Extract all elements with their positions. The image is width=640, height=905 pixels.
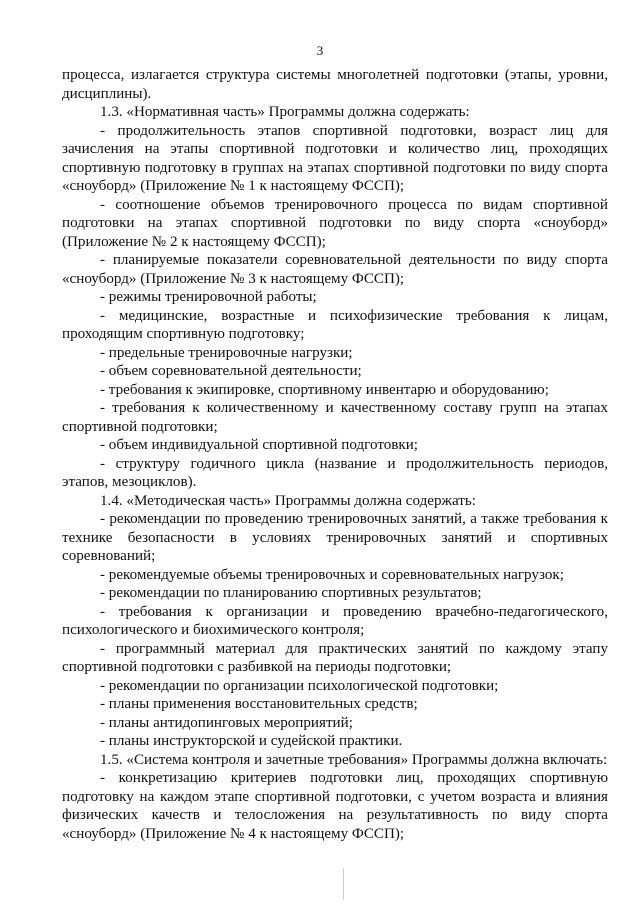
list-item: - объем соревновательной деятельности;: [100, 363, 362, 379]
section-heading-1-4: 1.4. «Методическая часть» Программы должна содержать:: [100, 492, 476, 509]
list-item: - медицинские, возрастные и психофизические требования к лицам, проходящим спортивную подготовку;: [62, 307, 608, 342]
list-item: - планируемые показатели соревновательной деятельности по виду спорта «сноуборд» (Приложение № 3 к настоящему ФССП);: [62, 252, 608, 287]
list-item: - программный материал для практических занятий по каждому этапу спортивной подготовки с разбивкой на периоды подготовки;: [62, 640, 608, 675]
list-item: - рекомендации по организации психологической подготовки;: [100, 677, 499, 694]
page-number: 3: [316, 43, 324, 58]
list-item: - конкретизацию критериев подготовки лиц, проходящих спортивную подготовку на каждом этапе спортивной подготовки, с учетом возраста и влияния физических качеств и телосложения на результативность по виду спорта «сноуборд» (Приложение № 4 к настоящему ФССП);: [62, 770, 608, 842]
list-item: - соотношение объемов тренировочного процесса по видам спортивной подготовки на этапах спортивной подготовки по виду спорта «сноуборд» (Приложение № 2 к настоящему ФССП);: [62, 196, 608, 250]
list-item: - планы инструкторской и судейской практики.: [100, 733, 403, 749]
list-item: - рекомендации по проведению тренировочных занятий, а также требования к технике безопасности в условиях тренировочных занятий и спортивных соревнований;: [62, 511, 608, 564]
section-heading-1-5: 1.5. «Система контроля и зачетные требования» Программы должна включать:: [100, 751, 608, 768]
document-body: [62, 66, 608, 843]
list-item: - требования к количественному и качественному составу групп на этапах спортивной подготовки;: [62, 400, 608, 435]
list-item: - продолжительность этапов спортивной подготовки, возраст лиц для зачисления на этапы спортивной подготовки и количество лиц, проходящих спортивную подготовку в группах на этапах спортивной подготовки по виду спорта «сноуборд» (Приложение № 1 к настоящему ФССП);: [62, 122, 608, 194]
paragraph-continuation: процесса, излагается структура системы многолетней подготовки (этапы, уровни, дисциплины).: [62, 67, 608, 102]
list-item: - объем индивидуальной спортивной подготовки;: [100, 437, 418, 453]
list-item: - структуру годичного цикла (название и продолжительность периодов, этапов, мезоциклов).: [62, 455, 608, 490]
scan-artifact-line: [343, 868, 344, 900]
list-item: - требования к организации и проведению врачебно-педагогического, психологического и биохимического контроля;: [62, 603, 608, 638]
list-item: - предельные тренировочные нагрузки;: [100, 344, 353, 361]
list-item: - планы применения восстановительных средств;: [100, 696, 418, 712]
list-item: - режимы тренировочной работы;: [100, 289, 317, 305]
list-item: - требования к экипировке, спортивному инвентарю и оборудованию;: [100, 381, 549, 398]
list-item: - рекомендации по планированию спортивных результатов;: [100, 585, 482, 601]
list-item: - рекомендуемые объемы тренировочных и соревновательных нагрузок;: [100, 566, 564, 583]
section-heading-1-3: 1.3. «Нормативная часть» Программы должна содержать:: [100, 104, 470, 120]
list-item: - планы антидопинговых мероприятий;: [100, 714, 353, 731]
